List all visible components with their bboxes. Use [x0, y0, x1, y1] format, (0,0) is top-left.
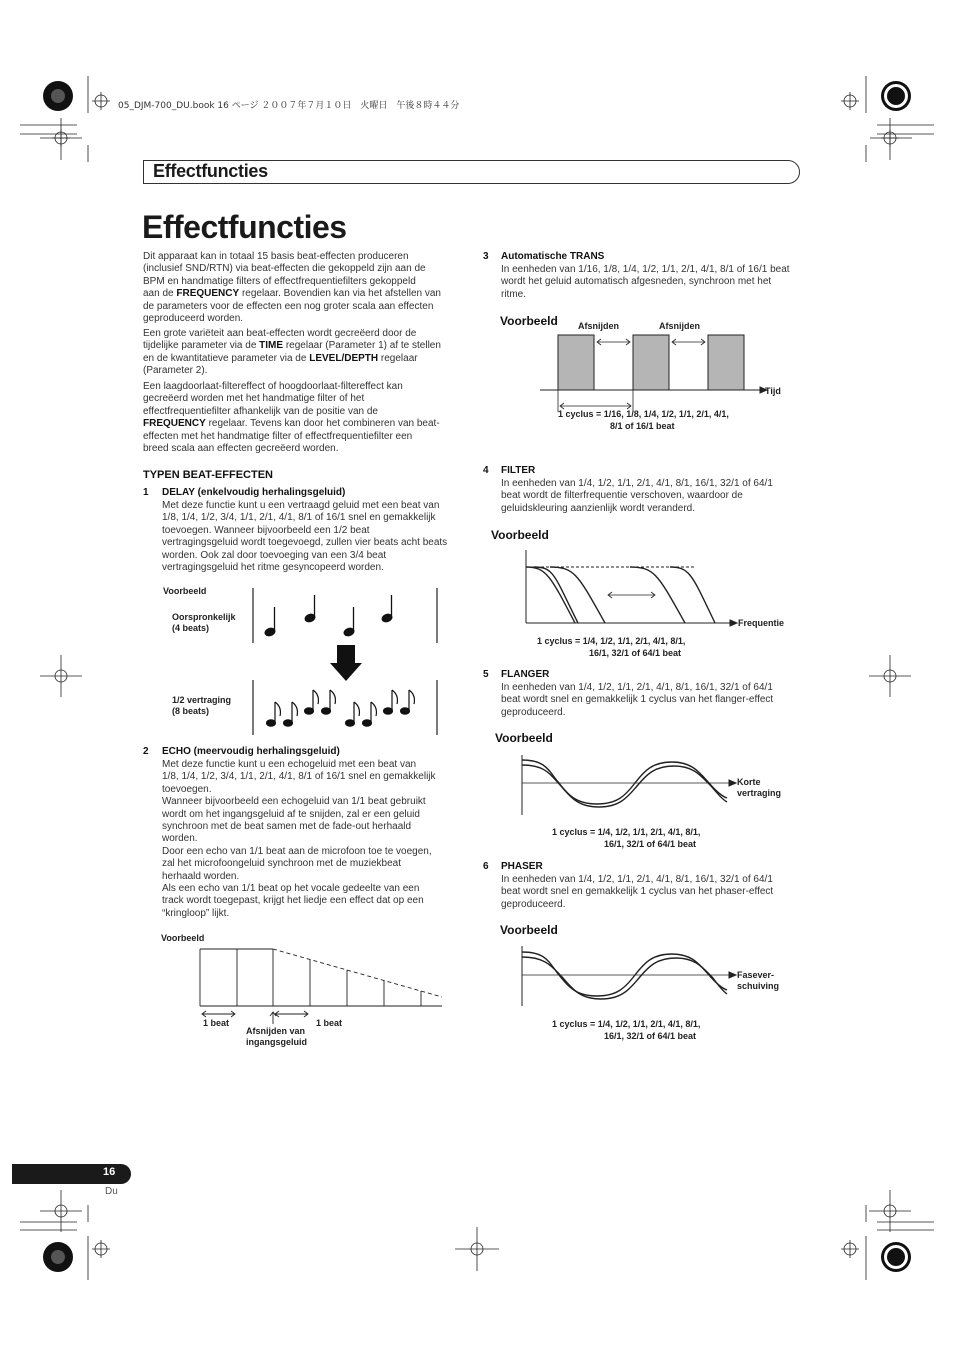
echo-description: Met deze functie kunt u een echogeluid met een beat van 1/8, 1/4, 1/2, 3/4, 1/1, 2/1, 4/1, 8/1 of 16/1 snel en gemakkelijk toevoegen. Wanneer bijvoorbeeld een echogeluid van 1/1 beat gebruikt wordt om het ingangsgeluid af te snijden, zal er een geluid synchroon met de beat samen met de fade-out herhaald worden. Door een echo van 1/1 beat aan de microfoon toe te voegen, zal het microfoongeluid synchroon met de muziekbeat herhaald worden. Als een echo van 1/1 beat op het vocale gedeelte van een track wordt toegepast, krijgt het liedje een effect dat op een “kringloop” lijkt.	[162, 759, 436, 919]
filter-diagram	[520, 545, 760, 635]
item-number: 1	[143, 487, 149, 498]
echo-figure-beat1-label: 1 beat	[203, 1018, 230, 1028]
echo-figure-cut-label: Afsnijden van ingangsgeluid	[246, 1026, 308, 1047]
phaser-diagram	[517, 943, 757, 1013]
item-title-filter: FILTER	[501, 465, 536, 476]
flanger-diagram	[517, 752, 757, 822]
page-title: Effectfuncties	[142, 209, 347, 245]
item-number: 2	[143, 746, 149, 757]
phaser-figure-cycle-label: 1 cyclus = 1/4, 1/2, 1/1, 2/1, 4/1, 8/1, 16/1, 32/1 of 64/1 beat	[552, 1019, 701, 1041]
intro-paragraph-3: Een laagdoorlaat-filtereffect of hoogdoorlaat-filtereffect kan gecreëerd worden met het handmatige filter of het effectfrequentiefilter afhankelijk van de positie van de FREQUENCY regelaar. Tevens kan door het combineren van beat- effecten met het handmatige filter of effectfrequentiefilter een breed scala aan effecten gecreëerd worden.	[143, 381, 440, 455]
delay-figure-delay-label: 1/2 vertraging (8 beats)	[172, 695, 232, 716]
page-number: 16	[103, 1166, 116, 1178]
filter-figure-example-label: Voorbeeld	[491, 528, 549, 542]
filter-figure-frequency-label: Frequentie	[738, 618, 785, 628]
item-title-trans: Automatische TRANS	[501, 251, 605, 262]
phaser-figure-phase-shift-label: Fasever- schuiving	[737, 970, 780, 991]
flanger-description: In eenheden van 1/4, 1/2, 1/1, 2/1, 4/1, 8/1, 16/1, 32/1 of 64/1 beat wordt snel en gemakkelijk 1 cyclus van het flanger-effect geproduceerd.	[501, 682, 774, 718]
trans-figure-cut1-label: Afsnijden	[578, 321, 620, 331]
trans-description: In eenheden van 1/16, 1/8, 1/4, 1/2, 1/1, 2/1, 4/1, 8/1 of 16/1 beat wordt het geluid automatisch afgesneden, synchroon met het ritme.	[501, 264, 790, 300]
item-title-flanger: FLANGER	[501, 669, 550, 680]
section-title: Effectfuncties	[153, 161, 268, 181]
item-title-delay: DELAY (enkelvoudig herhalingsgeluid)	[162, 487, 346, 498]
phaser-figure-example-label: Voorbeeld	[500, 923, 558, 937]
filter-figure-cycle-label: 1 cyclus = 1/4, 1/2, 1/1, 2/1, 4/1, 8/1, 16/1, 32/1 of 64/1 beat	[537, 636, 686, 658]
delay-figure-original-label: Oorspronkelijk (4 beats)	[172, 612, 236, 633]
phaser-description: In eenheden van 1/4, 1/2, 1/1, 2/1, 4/1, 8/1, 16/1, 32/1 of 64/1 beat wordt snel en gemakkelijk 1 cyclus van het phaser-effect geproduceerd.	[501, 874, 774, 910]
intro-paragraph-2: Een grote variëteit aan beat-effecten wordt gecreëerd door de tijdelijke parameter via de TIME regelaar (Parameter 1) af te stellen en de kwantitatieve parameter via de LEVEL/DEPTH regelaar (Parameter 2).	[143, 328, 441, 377]
trans-figure-example-label: Voorbeeld	[500, 314, 558, 328]
item-number: 6	[483, 861, 489, 872]
echo-figure-example-label: Voorbeeld	[161, 933, 205, 943]
flanger-figure-short-delay-label: Korte vertraging	[737, 777, 782, 798]
delay-figure-example-label: Voorbeeld	[163, 586, 207, 596]
file-info-header: 05_DJM-700_DU.book 16 ページ ２００７年７月１０日 火曜日 午後８時４４分	[118, 101, 460, 111]
language-code: Du	[105, 1186, 118, 1197]
trans-figure-cut2-label: Afsnijden	[659, 321, 701, 331]
item-number: 4	[483, 465, 489, 476]
subheading-beat-effects: TYPEN BEAT-EFFECTEN	[143, 469, 273, 481]
flanger-figure-example-label: Voorbeeld	[495, 731, 553, 745]
trans-figure-cycle-label: 1 cyclus = 1/16, 1/8, 1/4, 1/2, 1/1, 2/1, 4/1, 8/1 of 16/1 beat	[558, 409, 729, 431]
flanger-figure-cycle-label: 1 cyclus = 1/4, 1/2, 1/1, 2/1, 4/1, 8/1, 16/1, 32/1 of 64/1 beat	[552, 827, 701, 849]
item-number: 5	[483, 669, 489, 680]
trans-diagram	[535, 330, 775, 420]
echo-figure-beat2-label: 1 beat	[316, 1018, 343, 1028]
item-number: 3	[483, 251, 489, 262]
echo-diagram	[195, 940, 455, 1020]
item-title-echo: ECHO (meervoudig herhalingsgeluid)	[162, 746, 340, 757]
item-title-phaser: PHASER	[501, 861, 543, 872]
trans-figure-time-label: Tijd	[765, 386, 781, 396]
delay-diagram	[240, 585, 540, 745]
intro-paragraph-1: Dit apparaat kan in totaal 15 basis beat-effecten produceren (inclusief SND/RTN) via beat-effecten die gekoppeld zijn aan de BPM en handmatige filters of effectfrequentiefilters gekoppeld aan de FREQUENCY regelaar. Bovendien kan via het afstellen van de parameters voor de effecten een nog groter scala aan effecten geproduceerd worden.	[143, 251, 441, 325]
filter-description: In eenheden van 1/4, 1/2, 1/1, 2/1, 4/1, 8/1, 16/1, 32/1 of 64/1 beat wordt de filterfrequentie verschoven, waardoor de geluidskleuring aanzienlijk wordt veranderd.	[501, 478, 773, 514]
delay-description: Met deze functie kunt u een vertraagd geluid met een beat van 1/8, 1/4, 1/2, 3/4, 1/1, 2/1, 4/1, 8/1 of 16/1 snel en gemakkelijk toevoegen. Wanneer bijvoorbeeld een 1/2 beat vertragingsgeluid wordt toegevoegd, zullen vier beats acht beats worden. Ook zal door toevoeging van een 3/4 beat vertragingsgeluid het ritme gesyncopeerd worden.	[162, 500, 448, 574]
